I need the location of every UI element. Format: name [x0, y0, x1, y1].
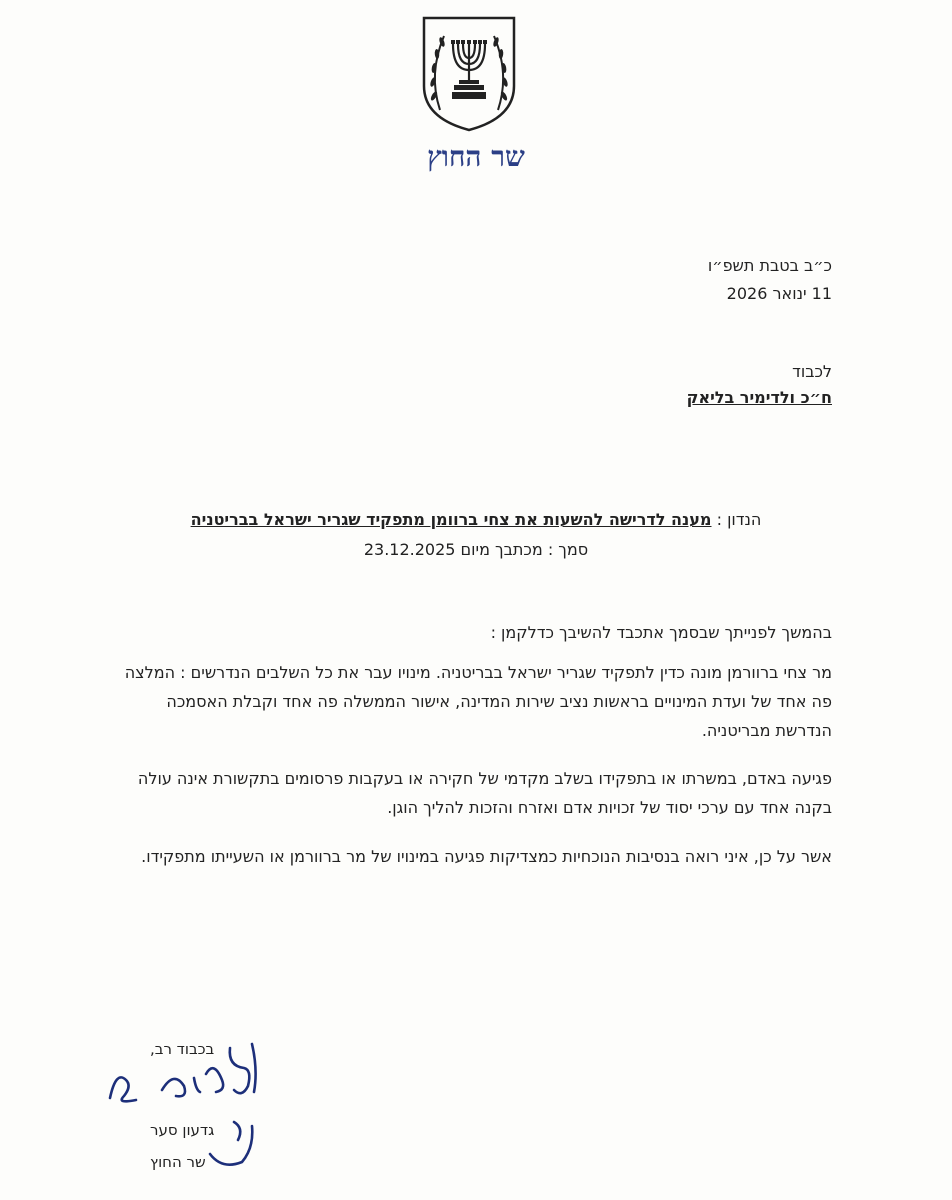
- reference-line: סמך : מכתבך מיום 23.12.2025: [363, 540, 589, 559]
- closing-salutation: בכבוד רב,: [150, 1040, 215, 1058]
- subject-label: הנדון :: [716, 510, 762, 529]
- state-emblem-icon: [418, 14, 520, 132]
- hebrew-date: כ״ב בטבת תשפ״ו: [707, 256, 832, 275]
- body-paragraph: מר צחי ברוורמן מונה כדין לתפקיד שגריר ישראל בבריטניה. מינויו עבר את כל השלבים הנדרשים : המלצה פה אחד של ועדת המינויים בראשות נציב שירות המדינה, אישור הממשלה פה אחד וקבלת האסמכה הנדרשת מבריטניה.: [124, 663, 832, 740]
- body-paragraph: בהמשך לפנייתך שבסמך אתכבד להשיבך כדלקמן :: [490, 623, 832, 642]
- office-title: שר החוץ: [427, 140, 525, 173]
- recipient-name: ח״כ ולדימיר בליאק: [686, 388, 832, 407]
- subject-line: [0, 510, 952, 529]
- body-paragraph: אשר על כן, איני רואה בנסיבות הנוכחיות כמצדיקות פגיעה במינויו של מר ברוורמן או השעייתו מתפקידו.: [141, 847, 832, 866]
- gregorian-date: 11 ינואר 2026: [726, 284, 832, 303]
- signer-name: גדעון סער: [150, 1121, 215, 1139]
- body-paragraph: פגיעה באדם, במשרתו או בתפקידו בשלב מקדמי של חקירה או בעקבות פרסומים בתקשורת אינה עולה בקנה אחד עם ערכי יסוד של זכויות אדם ואזרח והזכות להליך הוגן.: [137, 769, 832, 817]
- subject-text: מענה לדרישה להשעות את צחי ברוומן מתפקיד שגריר ישראל בבריטניה: [190, 510, 712, 529]
- recipient-salutation: לכבוד: [792, 362, 832, 381]
- signer-title: שר החוץ: [150, 1153, 206, 1171]
